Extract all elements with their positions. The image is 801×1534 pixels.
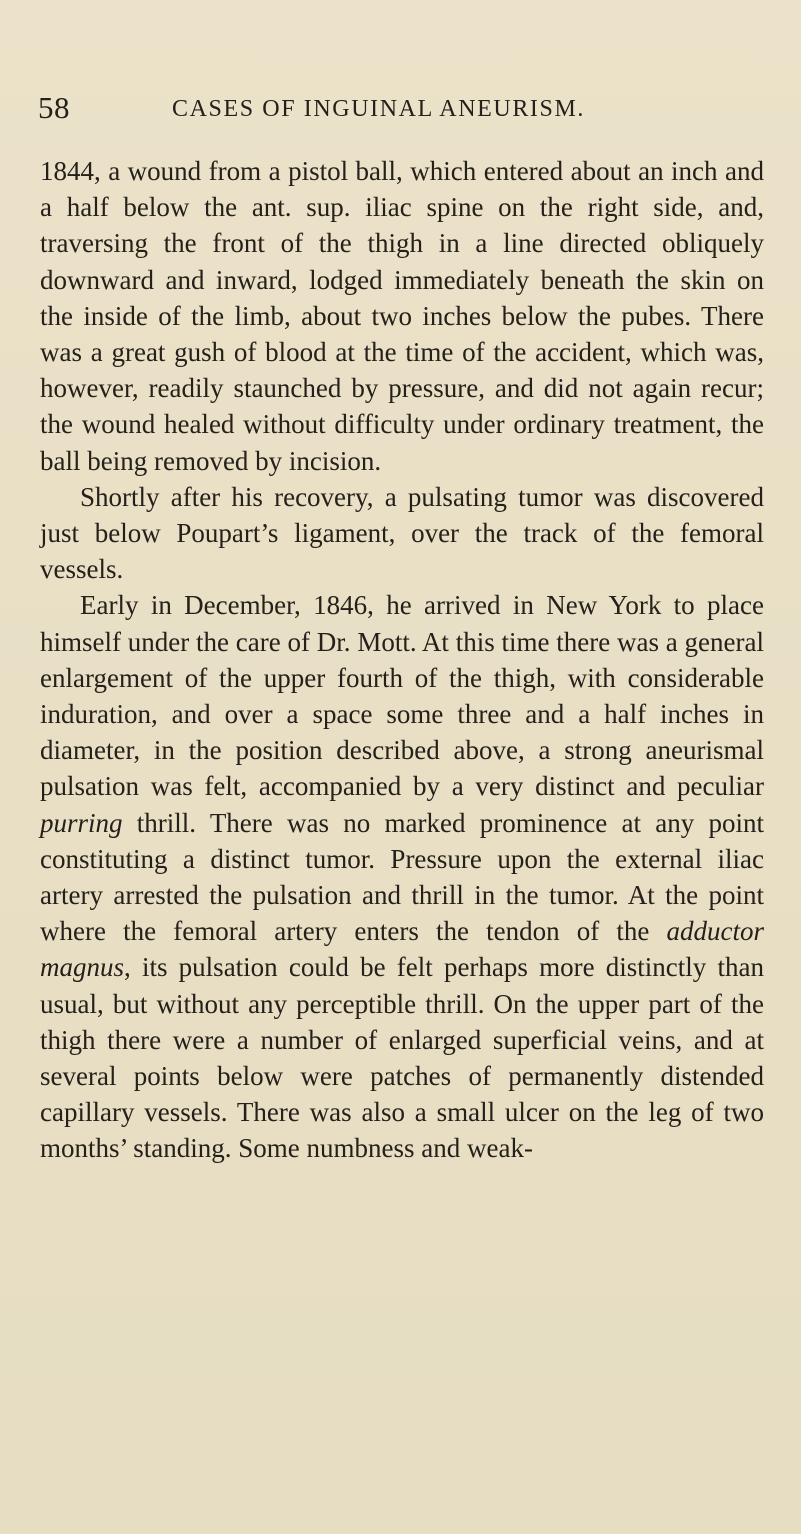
running-title: CASES OF INGUINAL ANEURISM. bbox=[172, 96, 586, 122]
italic-purring: purring bbox=[40, 807, 123, 838]
italic-adductor-magnus: adductor magnus bbox=[40, 916, 764, 983]
paragraph-3-text-b: thrill. There was no marked prominence at any point constituting a distinct tumor. Pressure upon the external iliac artery arrested the pulsation and thrill in the tumor. At the point where the femoral artery enters the tendon of the bbox=[40, 807, 764, 947]
paragraph-3-text-c: , its pulsation could be felt perhaps more distinctly than usual, but without any perceptible thrill. On the upper part of the thigh there were a number of enlarged superficial veins, and at several points below were patches of permanently distended capillary vessels. There was also a small ulcer on the leg of two months’ standing. Some numbness and weak- bbox=[40, 952, 764, 1164]
paragraph-2: Shortly after his recovery, a pulsating tumor was discovered just below Poupart’s ligament, over the track of the femoral vessels. bbox=[40, 481, 764, 585]
body-text bbox=[40, 153, 764, 1167]
paragraph-3-text-a: Early in December, 1846, he arrived in New York to place himself under the care of Dr. Mott. At this time there was a general enlargement of the upper fourth of the thigh, with considerable induration, and over a space some three and a half inches in diameter, in the position described above, a strong aneurismal pulsation was felt, accompanied by a very distinct and peculiar bbox=[40, 590, 764, 802]
paragraph-3 bbox=[40, 587, 764, 1166]
page-number: 58 bbox=[38, 90, 70, 125]
running-head bbox=[0, 88, 801, 128]
paragraph-1: 1844, a wound from a pistol ball, which entered about an inch and a half below the ant. sup. iliac spine on the right side, and, traversing the front of the thigh in a line directed obliquely downward and inward, lodged immediately beneath the skin on the inside of the limb, about two inches below the pubes. There was a great gush of blood at the time of the accident, which was, however, readily staunched by pressure, and did not again recur; the wound healed without difficulty under ordinary treatment, the ball being removed by incision. bbox=[40, 156, 764, 476]
